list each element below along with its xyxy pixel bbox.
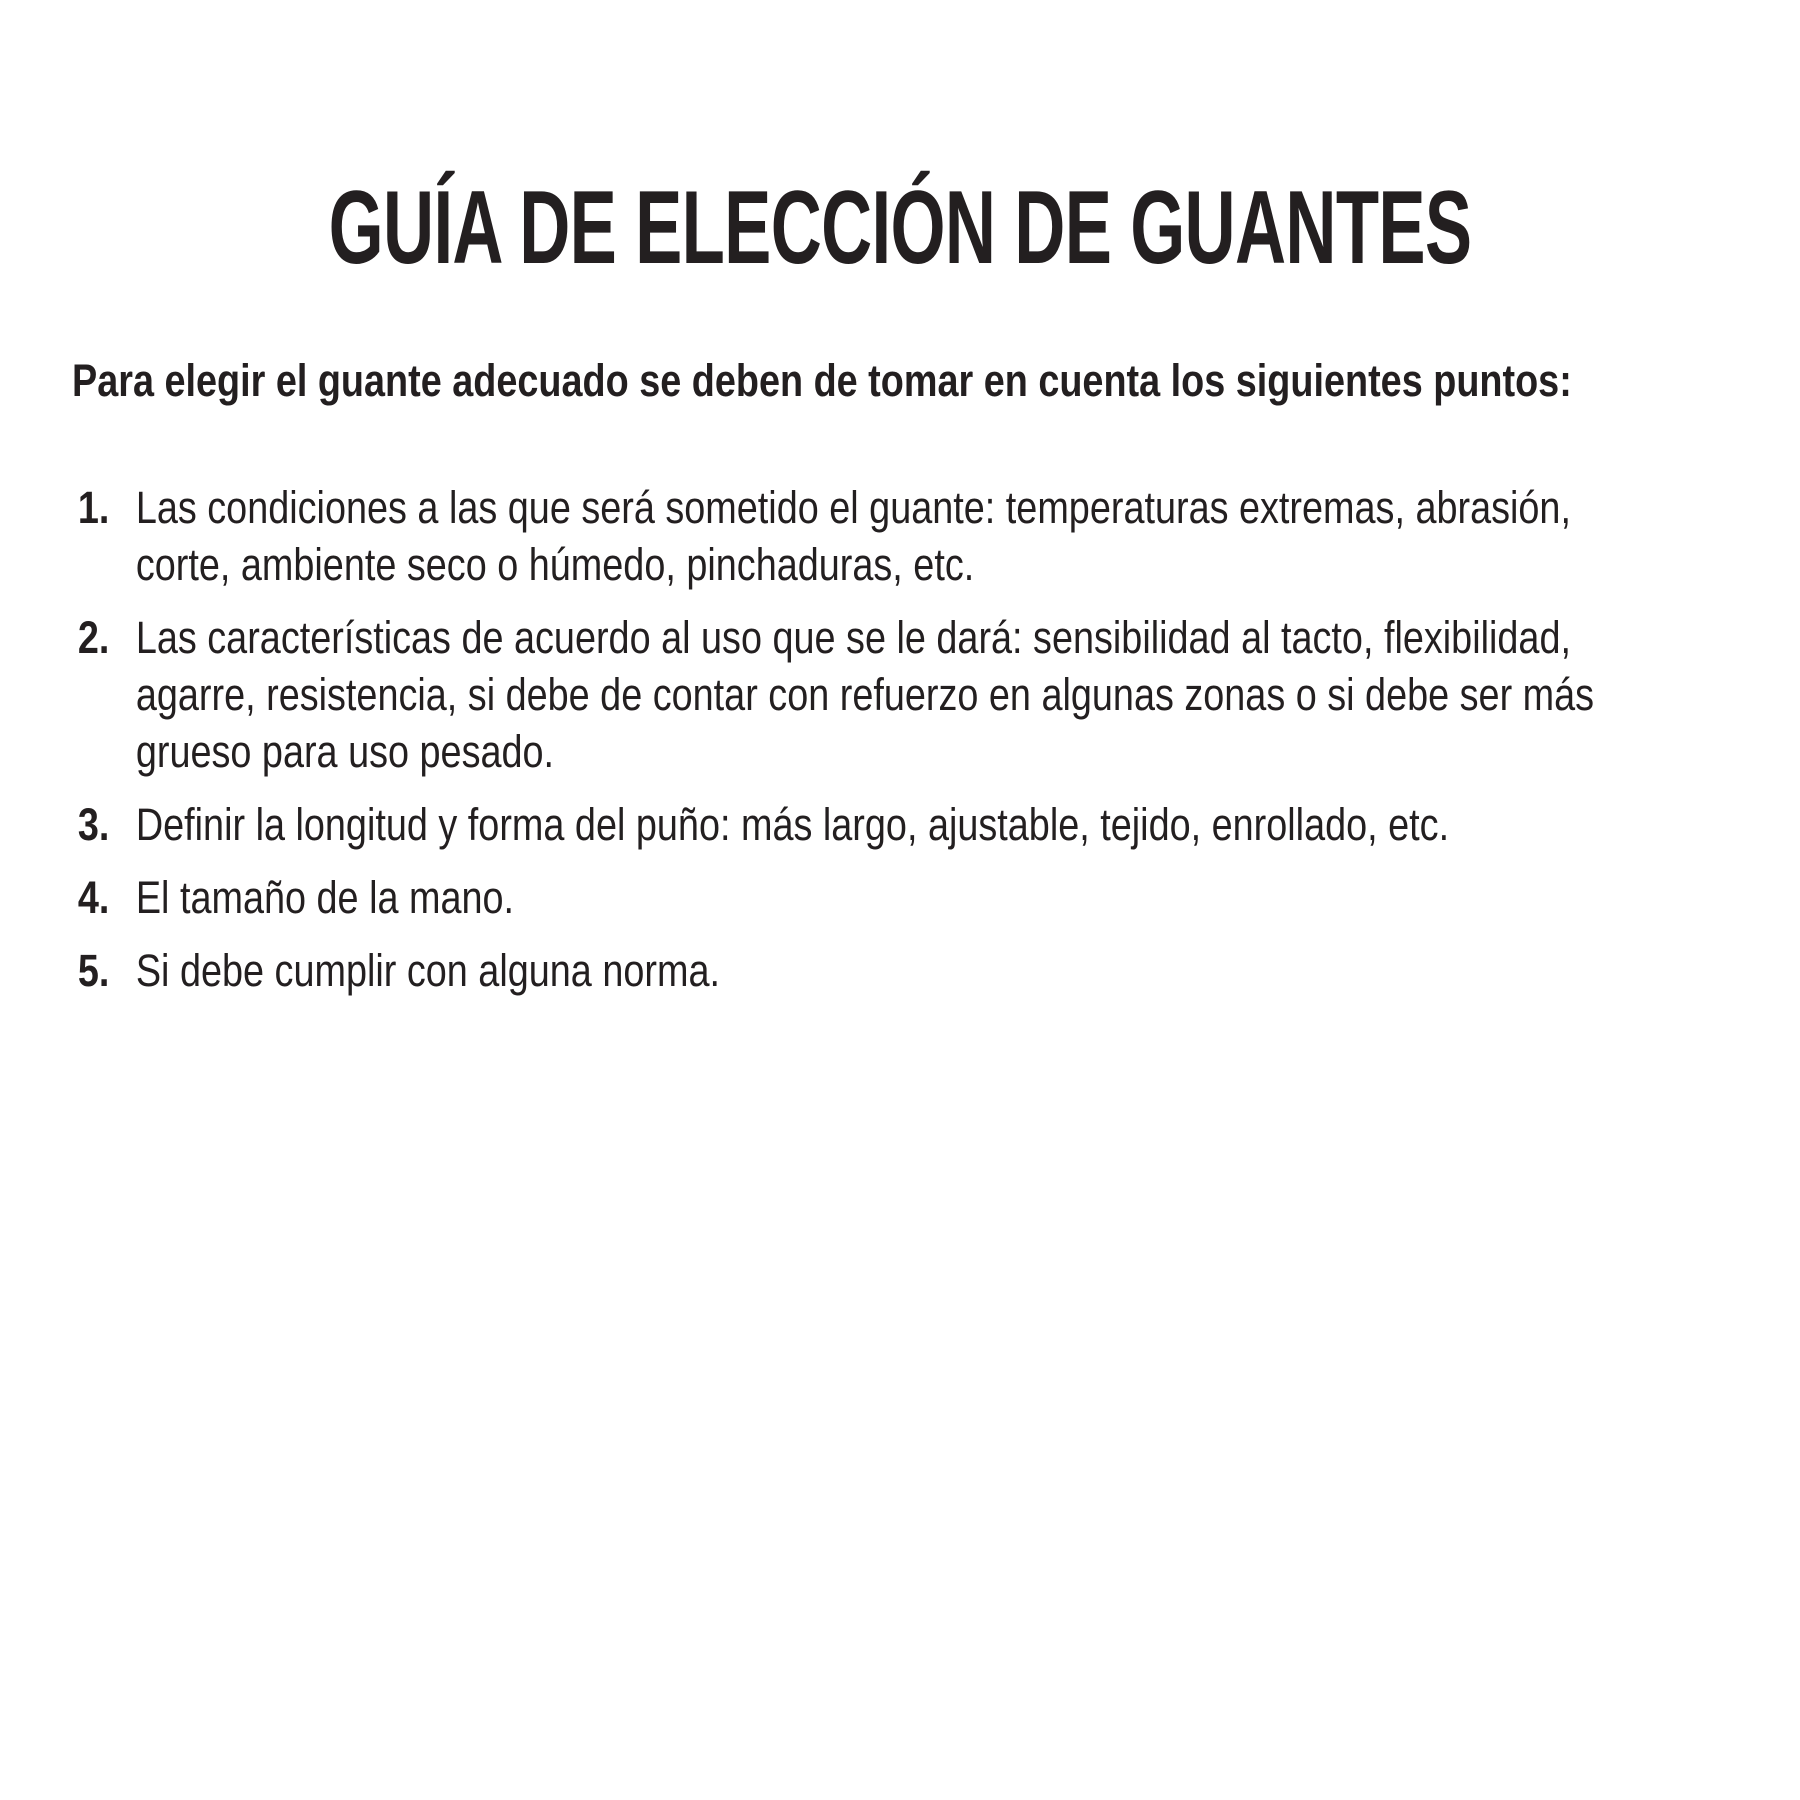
list-item-number: 3. bbox=[77, 799, 110, 850]
list-item-3 bbox=[72, 796, 1728, 853]
list-item-number: 5. bbox=[77, 945, 110, 996]
list-item-number: 2. bbox=[77, 612, 110, 663]
list-item-number: 1. bbox=[77, 482, 110, 533]
list-item-text bbox=[136, 609, 1728, 780]
page-title bbox=[72, 170, 1728, 286]
list-item-5 bbox=[72, 942, 1728, 999]
list-item-line: Las características de acuerdo al uso que se le dará: sensibilidad al tacto, flexibilidad, bbox=[135, 612, 1571, 663]
list-item-4 bbox=[72, 869, 1728, 926]
list-item-number: 4. bbox=[77, 872, 110, 923]
list-item-line: grueso para uso pesado. bbox=[135, 726, 555, 777]
numbered-list bbox=[72, 479, 1728, 999]
list-item-line: corte, ambiente seco o húmedo, pinchaduras, etc. bbox=[135, 539, 975, 590]
list-item-text bbox=[136, 479, 1728, 593]
list-item-line: Definir la longitud y forma del puño: más largo, ajustable, tejido, enrollado, etc. bbox=[135, 799, 1450, 850]
list-item-text bbox=[136, 796, 1728, 853]
intro-paragraph: Para elegir el guante adecuado se deben de tomar en cuenta los siguientes puntos: bbox=[72, 355, 1572, 406]
list-item-line: Si debe cumplir con alguna norma. bbox=[135, 945, 720, 996]
list-item-1 bbox=[72, 479, 1728, 593]
list-item-text bbox=[136, 869, 1728, 926]
page-title-text: GUÍA DE ELECCIÓN DE GUANTES bbox=[328, 170, 1472, 286]
list-item-2 bbox=[72, 609, 1728, 780]
content-column bbox=[72, 0, 1728, 1015]
list-item-line: agarre, resistencia, si debe de contar con refuerzo en algunas zonas o si debe ser más bbox=[135, 669, 1595, 720]
list-item-line: Las condiciones a las que será sometido el guante: temperaturas extremas, abrasión, bbox=[135, 482, 1571, 533]
list-item-line: El tamaño de la mano. bbox=[135, 872, 515, 923]
list-item-text bbox=[136, 942, 1728, 999]
